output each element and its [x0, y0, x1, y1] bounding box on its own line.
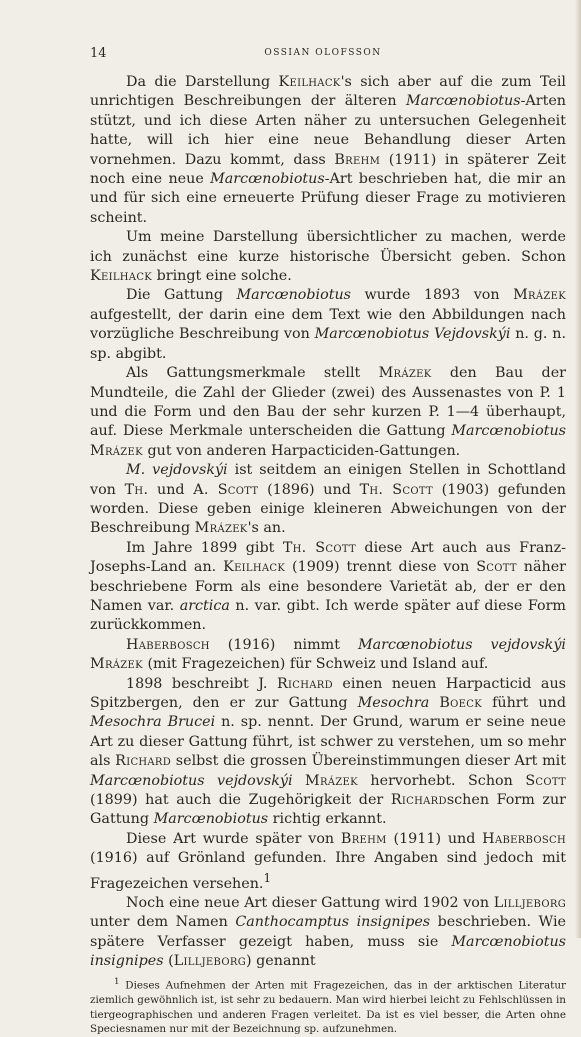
body-text — [90, 73, 566, 1037]
text-run: Th. Scott — [282, 539, 356, 556]
text-run: Th. Scott — [359, 481, 433, 498]
footnote-body: Dieses Aufnehmen der Arten mit Fragezeichen, das in der arktischen Literatur ziemlich gewöhnlich ist, ist sehr zu bedauern. Man wird hierbei leicht zu Fehlschlüssen in tiergeographischen und anderen Fragen verleitet. Da ist es viel besser, die Arten ohne Speciesnamen nur mit der Bezeichnung sp. aufzunehmen. — [90, 979, 566, 1036]
text-run: bringt eine solche. — [152, 268, 292, 285]
text-run: -Arten stützt, und ich diese Arten näher zu untersuchen Gelegenheit hatte, will ich hier eine neue Behandlung dieser Arten vornehmen. Dazu kommt, dass — [90, 93, 566, 168]
text-run: (1916) nimmt — [209, 636, 358, 653]
text-run: 's an. — [247, 520, 286, 537]
text-run: schen Form zur Gattung — [90, 792, 566, 828]
text-run: aufgestellt, der darin eine dem Text wie den Abbildungen nach vorzügliche Beschreibung von — [90, 306, 566, 343]
paragraph — [90, 228, 566, 286]
text-run: Richard — [276, 675, 333, 692]
text-run: Boeck — [439, 695, 482, 711]
text-run: Brehm — [340, 830, 387, 847]
paragraph — [90, 675, 566, 830]
text-run: Marcœnobiotus Vejdovskýi — [314, 326, 511, 343]
text-run: Lilljeborg — [173, 953, 246, 970]
text-run: näher beschriebene Form als eine besondere Varietät ab, der er den Namen var. — [90, 559, 566, 614]
text-run: (1911) in späterer Zeit noch eine neue — [90, 151, 566, 188]
text-run: Richard — [115, 753, 172, 770]
text-run: Mrázek — [378, 365, 432, 382]
text-run: Um meine Darstellung übersichtlicher zu machen, werde ich zunächst eine kurze historische Übersicht geben. Schon — [90, 229, 566, 265]
text-run: Mrázek — [513, 287, 566, 304]
text-run: -Art beschrieben hat, die mir an und für sich eine erneuerte Prüfung dieser Frage zu motivieren scheint. — [90, 171, 566, 226]
text-run: n. g. n. sp. abgibt. — [90, 326, 566, 362]
text-run: wurde 1893 von — [351, 287, 514, 304]
text-run: ist seitdem an einigen Stellen in Schottland von — [90, 462, 567, 498]
paragraph — [90, 894, 566, 972]
text-run: Da die Darstellung — [126, 74, 279, 90]
text-run — [429, 695, 439, 711]
text-run: Mrázek — [194, 520, 248, 537]
text-run: Brehm — [334, 151, 381, 168]
text-run: A. Scott — [193, 481, 259, 498]
text-run: unter dem Namen — [90, 914, 236, 931]
text-run: den Bau der Mundteile, die Zahl der Glieder (zwei) des Aussenastes von P. 1 und die Form und den Bau der sehr kurzen P. 1—4 überhaupt, auf. Diese Merkmale unterscheiden die Gattung — [90, 365, 566, 440]
text-run: (1911) und — [386, 830, 483, 847]
text-run: Th. — [124, 481, 149, 498]
text-run: (mit Fragezeichen) für Schweiz und Island auf. — [142, 656, 489, 673]
text-run: Richard — [390, 792, 447, 809]
running-title: OSSIAN OLOFSSON — [264, 48, 382, 58]
text-run: Marcœnobiotus — [210, 171, 325, 188]
page-edge — [575, 0, 581, 938]
text-run: Marcœnobiotus vejdovskýi — [357, 636, 566, 653]
page-number: 14 — [90, 46, 107, 61]
text-run: Als Gattungsmerkmale stellt — [126, 365, 379, 382]
footnote-text — [90, 975, 566, 1036]
text-run: (1916) auf Grönland gefunden. Ihre Angaben sind jedoch mit Fragezeichen versehen. — [90, 850, 566, 892]
paragraph — [90, 461, 566, 539]
text-run: Marcœnobiotus — [153, 811, 269, 828]
footnote — [90, 975, 566, 1036]
text-run: Im Jahre 1899 gibt — [126, 539, 283, 556]
footnote-ref: 1 — [263, 870, 272, 885]
text-run: n. var. gibt. Ich werde später auf diese Form zurückkommen. — [90, 597, 566, 634]
text-run: Mrázek — [305, 772, 358, 789]
text-run: Keilhack — [278, 74, 341, 90]
text-run: Mesochra — [357, 695, 430, 711]
text-run: ( — [163, 953, 174, 970]
paragraph — [90, 539, 566, 636]
text-run: gut von anderen Harpacticiden-Gattungen. — [142, 442, 461, 459]
text-run: Marcœnobiotus vejdovskýi — [90, 772, 293, 789]
text-run: Keilhack — [223, 559, 286, 576]
text-run: Marcœnobiotus — [236, 287, 352, 304]
text-run: (1896) und — [258, 481, 360, 498]
paragraph — [90, 830, 566, 894]
text-run: Mrázek — [90, 442, 143, 459]
paragraph-list — [90, 73, 566, 971]
text-run: Mesochra Brucei — [90, 714, 216, 731]
text-run: M. vejdovskýi — [126, 462, 228, 479]
text-run: Noch eine neue Art dieser Gattung wird 1902 von — [126, 894, 494, 911]
text-run: führt und — [482, 695, 566, 711]
text-run: (1899) hat auch die Zugehörigkeit der — [90, 792, 391, 809]
paragraph — [90, 73, 566, 228]
text-run: Canthocamptus insignipes — [235, 914, 431, 931]
text-run: richtig erkannt. — [268, 811, 387, 828]
text-run — [293, 773, 305, 789]
text-run: ) genannt — [246, 953, 316, 970]
text-run: Marcœnobiotus insignipes — [90, 933, 566, 970]
text-run: n. sp. nennt. Der Grund, warum er seine neue Art zu dieser Gattung führt, ist schwer zu verstehen, um so mehr als — [90, 714, 566, 770]
text-run: Haberbosch — [482, 830, 566, 847]
text-run: Marcœnobiotus — [406, 93, 521, 110]
text-run: 1898 beschreibt J. — [126, 675, 277, 692]
text-run: hervorhebt. Schon — [357, 772, 526, 789]
text-run: Mrázek — [90, 656, 143, 673]
paragraph — [90, 636, 566, 675]
text-run: Scott — [525, 772, 566, 789]
footnote-marker: 1 — [114, 977, 120, 988]
text-run: (1903) gefunden worden. Diese geben einige kleineren Abweichungen von der Beschreibung — [90, 481, 567, 537]
text-run: einen neuen Harpacticid aus Spitzbergen, den er zur Gattung — [90, 675, 566, 711]
text-run: Marcœnobiotus — [451, 423, 566, 440]
text-run: 's sich aber auf die zum Teil unrichtigen Beschreibungen der älteren — [90, 74, 566, 110]
text-run: arctica — [179, 597, 230, 614]
text-run: Die Gattung — [126, 287, 237, 304]
text-run: Haberbosch — [126, 636, 210, 653]
paragraph — [90, 286, 566, 364]
text-run: Diese Art wurde später von — [126, 830, 341, 847]
text-run: Lilljeborg — [493, 894, 566, 911]
page-header — [90, 46, 556, 60]
text-run: Keilhack — [90, 268, 153, 285]
paragraph — [90, 364, 566, 461]
text-run: diese Art auch aus Franz-Josephs-Land an. — [90, 539, 566, 576]
text-run: (1909) trennt diese von — [285, 559, 477, 576]
text-run: beschrieben. Wie spätere Verfasser gezeigt haben, muss sie — [90, 914, 566, 950]
text-run: und — [148, 481, 194, 498]
text-run: selbst die grossen Übereinstimmungen dieser Art mit — [171, 753, 566, 770]
text-run: Scott — [476, 559, 517, 576]
